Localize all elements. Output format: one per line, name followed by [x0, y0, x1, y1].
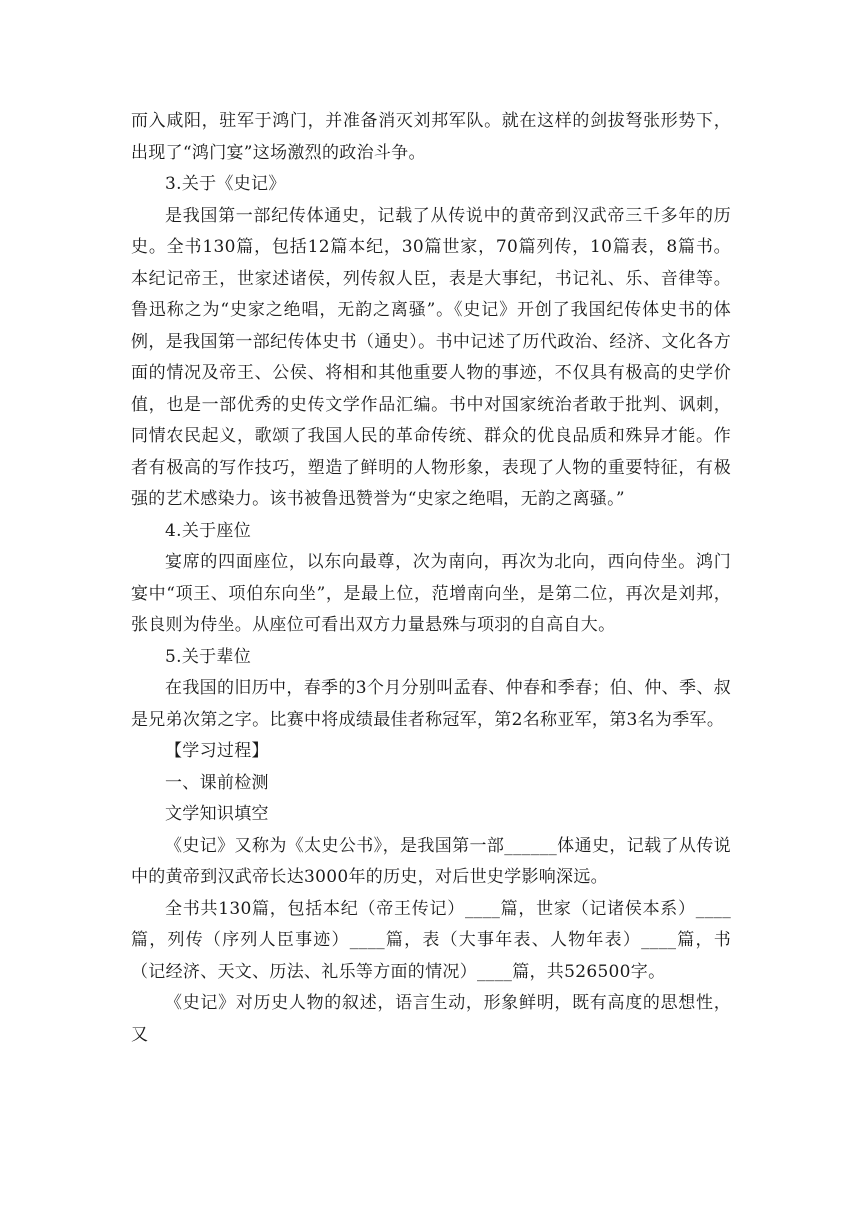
section-heading-fill-blank: 文学知识填空 — [165, 804, 269, 824]
paragraph-continuation: 而入咸阳，驻军于鸿门，并准备消灭刘邦军队。就在这样的剑拔弩张形势下，出现了“鸿门宴”这场激烈的政治斗争。 — [131, 111, 731, 163]
paragraph-shiji: 是我国第一部纪传体通史，记载了从传说中的黄帝到汉武帝三千多年的历史。全书130篇，包括12篇本纪，30篇世家，70篇列传，10篇表，8篇书。本纪记帝王，世家述诸侯，列传叙人臣，表是大事纪，书记礼、乐、音律等。鲁迅称之为“史家之绝唱，无韵之离骚”。《史记》开创了我国纪传体史书的体例，是我国第一部纪传体史书（通史）。书中记述了历代政治、经济、文化各方面的情况及帝王、公侯、将相和其他重要人物的事迹，不仅具有极高的史学价值，也是一部优秀的史传文学作品汇编。书中对国家统治者敢于批判、讽刺，同情农民起义，歌颂了我国人民的革命传统、群众的优良品质和殊异才能。作者有极高的写作技巧，塑造了鲜明的人物形象，表现了人物的重要特征，有极强的艺术感染力。该书被鲁迅赞誉为“史家之绝唱，无韵之离骚。” — [131, 205, 731, 509]
question-2: 全书共130篇，包括本纪（帝王传记）____篇，世家（记诸侯本系）____篇，列传（序列人臣事迹）____篇，表（大事年表、人物年表）____篇，书（记经济、天文、历法、礼乐等方面的情况）____篇，共526500字。 — [131, 898, 731, 982]
section-heading-4: 4.关于座位 — [165, 520, 252, 541]
section-heading-3: 3.关于《史记》 — [165, 174, 286, 194]
section-heading-5: 5.关于辈位 — [165, 646, 252, 667]
paragraph-rank: 在我国的旧历中，春季的3个月分别叫孟春、仲春和季春；伯、仲、季、叔是兄弟次第之字。比赛中将成绩最佳者称冠军，第2名称亚军，第3名为季军。 — [131, 678, 731, 730]
paragraph-seating: 宴席的四面座位，以东向最尊，次为南向，再次为北向，西向侍坐。鸿门宴中“项王、项伯东向坐”，是最上位，范增南向坐，是第二位，再次是刘邦，张良则为侍坐。从座位可看出双方力量悬殊与项羽的自高自大。 — [131, 552, 731, 635]
question-3: 《史记》对历史人物的叙述，语言生动，形象鲜明，既有高度的思想性，又 — [131, 993, 731, 1045]
section-heading-learning: 【学习过程】 — [165, 741, 269, 761]
document-page — [131, 106, 731, 1051]
question-1: 《史记》又称为《太史公书》，是我国第一部______体通史，记载了从传说中的黄帝到汉武帝长达3000年的历史，对后世史学影响深远。 — [131, 835, 731, 887]
section-heading-precheck: 一、课前检测 — [165, 772, 269, 793]
